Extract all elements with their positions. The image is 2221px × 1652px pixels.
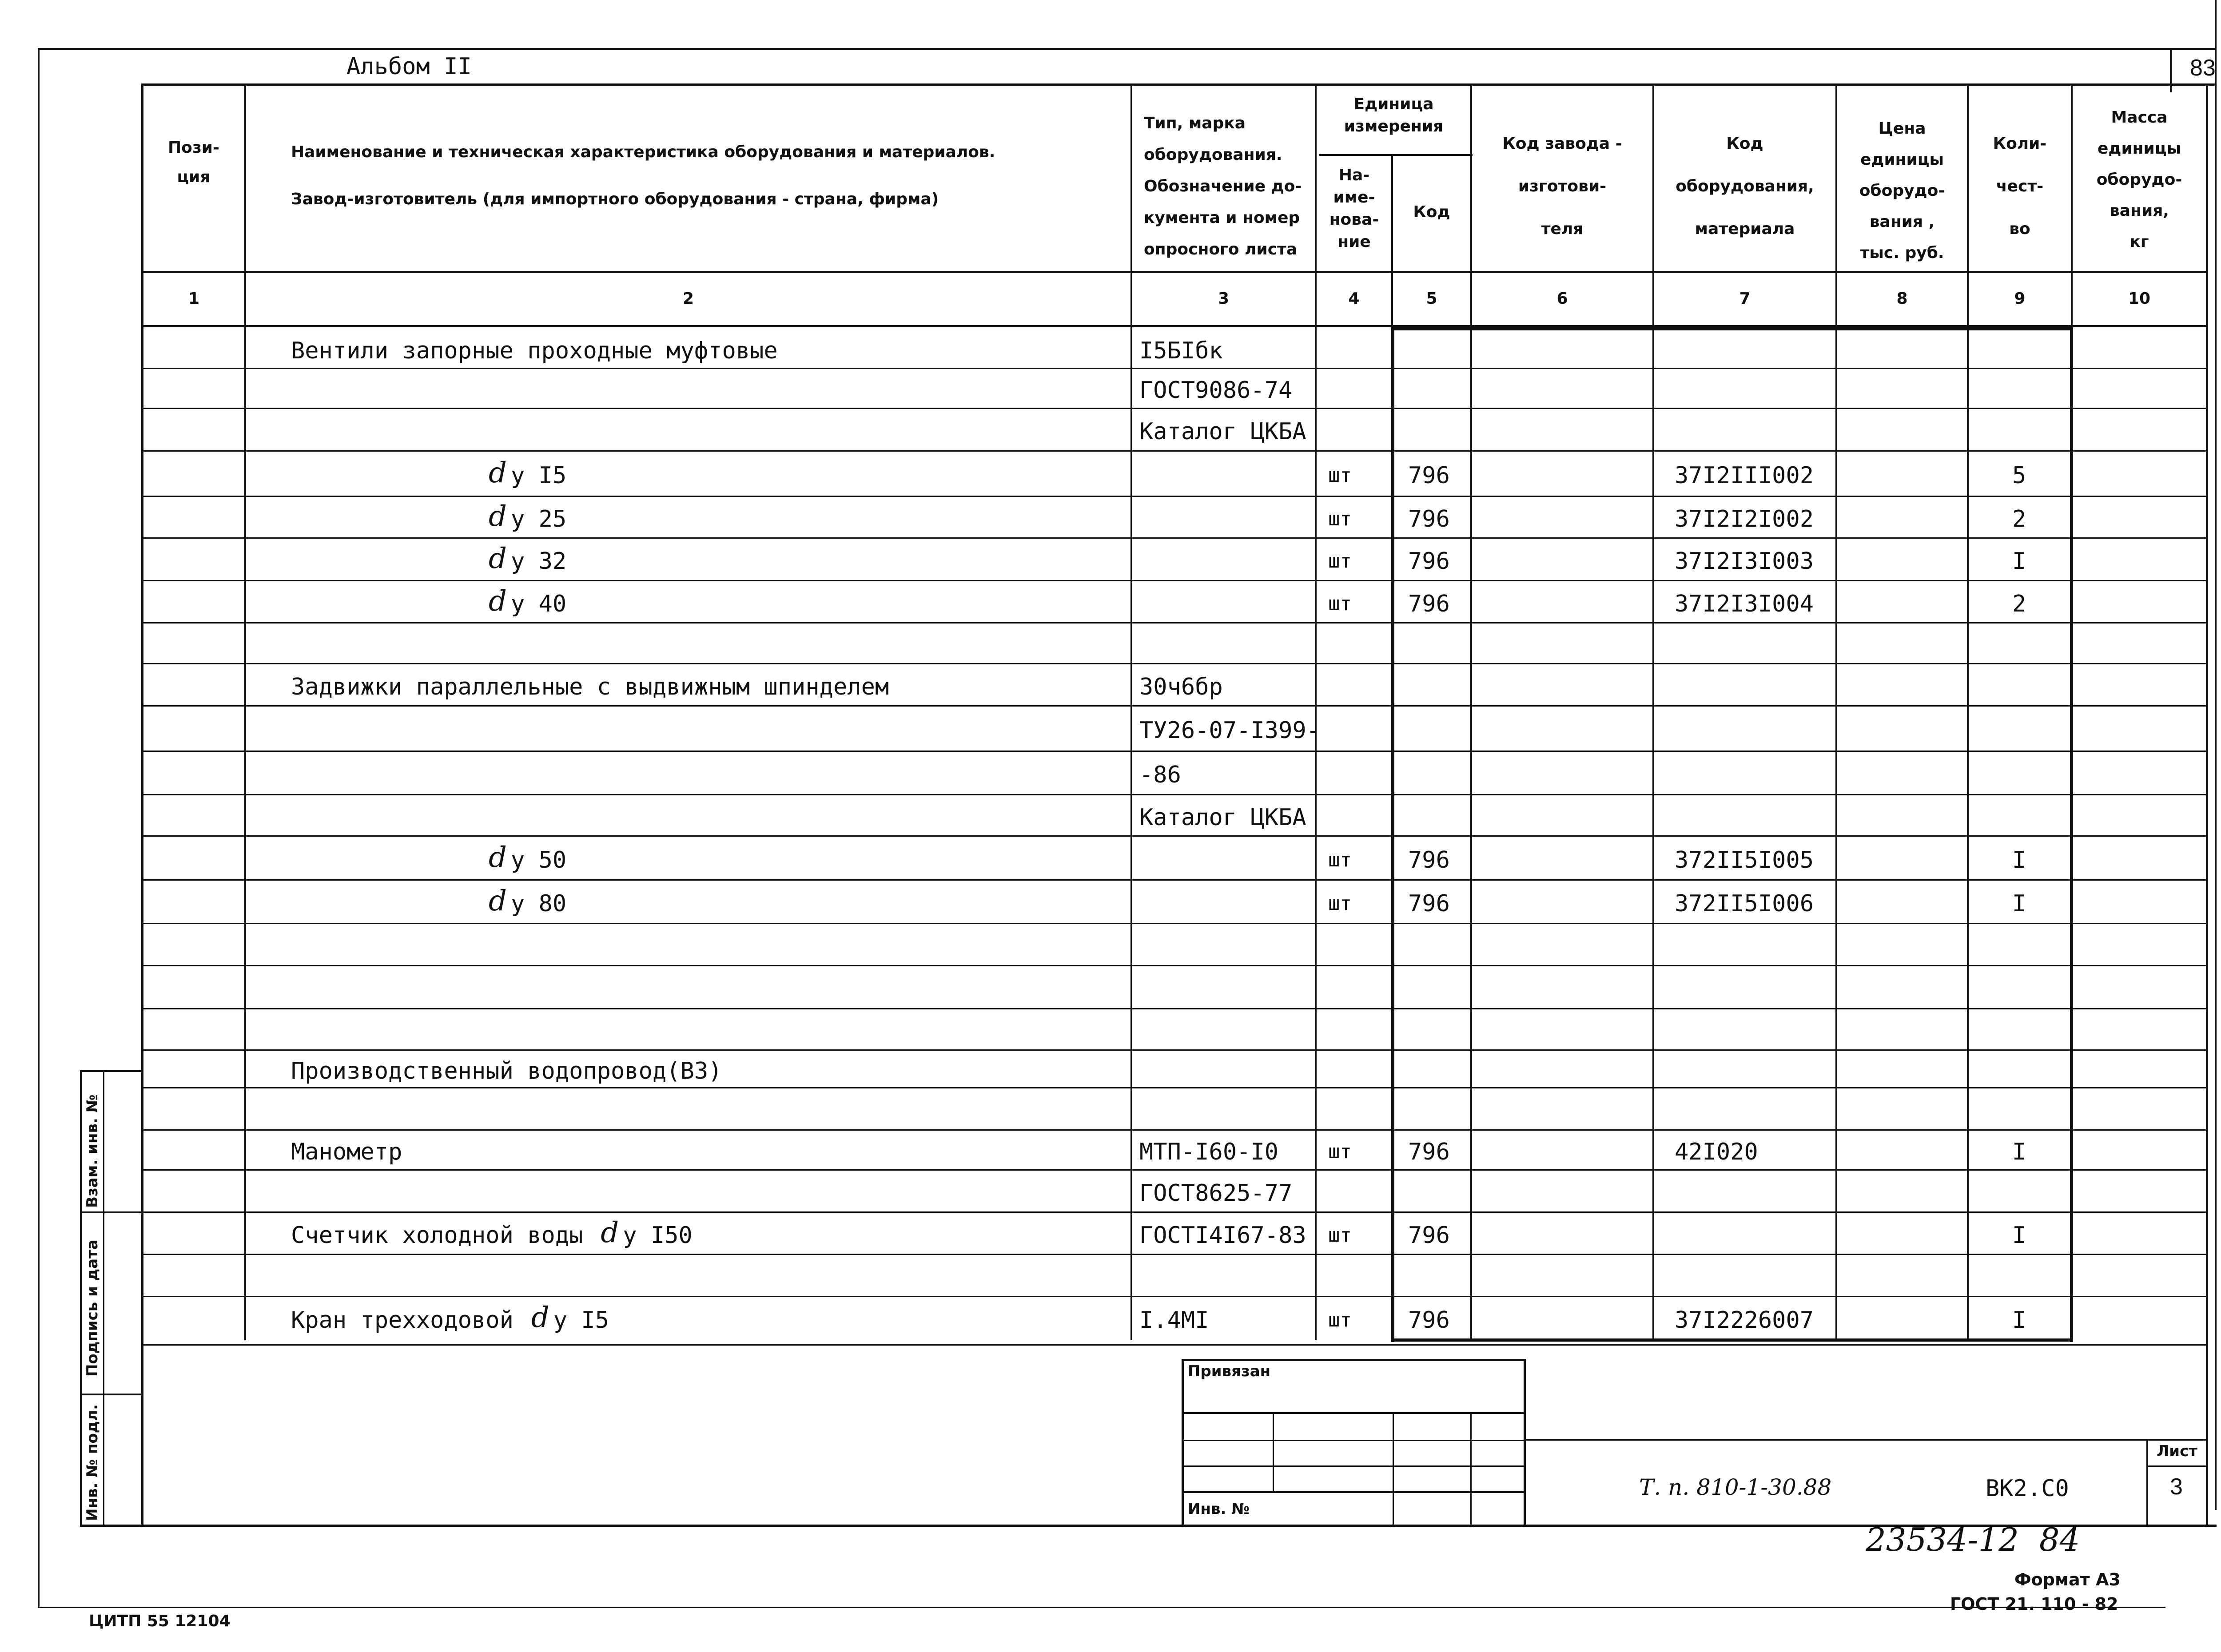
- unit-code: 796: [1408, 1139, 1450, 1165]
- col-mass-header: Масса единицы оборудо- вания, кг: [2096, 108, 2182, 251]
- item-name: Счетчик холодной воды: [291, 1222, 583, 1249]
- quantity: I: [2012, 846, 2026, 874]
- col-type-header: Тип, марка оборудования. Обозначение до- кумента и номер опросного листа: [1144, 114, 1302, 258]
- unit-code: 796: [1408, 548, 1450, 575]
- row-divider: [141, 835, 2207, 837]
- row-divider: [141, 1211, 2207, 1213]
- col-equip-code-header: Код оборудования, материала: [1676, 135, 1814, 238]
- quantity: 2: [2012, 590, 2026, 617]
- dn-value: у I5: [511, 462, 567, 489]
- col-unit-code-header: Код: [1413, 203, 1450, 221]
- gost-label: ГОСТ 21. 110 - 82: [1950, 1594, 2118, 1614]
- item-type: Каталог ЦКБА: [1139, 418, 1306, 445]
- quantity: I: [2012, 548, 2026, 575]
- row-divider: [141, 408, 2207, 409]
- dn-symbol: d: [531, 1301, 549, 1334]
- col-num-2: 2: [682, 290, 694, 308]
- equipment-code: 42I020: [1675, 1139, 1758, 1165]
- stamp-inv-podl: Инв. № подл.: [84, 1404, 101, 1521]
- row-divider: [141, 1254, 2207, 1255]
- quantity: I: [2012, 1307, 2026, 1334]
- page-number: 83: [2190, 55, 2216, 81]
- col-name-header: Наименование и техническая характеристика оборудования и материалов. Завод-изготовитель (для импортного оборудования - страна, фирма): [291, 143, 995, 208]
- unit-code: 796: [1408, 462, 1450, 489]
- col-num-3: 3: [1218, 290, 1230, 308]
- row-divider: [141, 1129, 2207, 1131]
- frame-left: [38, 48, 40, 1607]
- stamp-privyazan: Привязан: [1188, 1362, 1271, 1380]
- row-divider: [141, 1049, 2207, 1051]
- unit-name: шт: [1328, 848, 1352, 871]
- col-num-7: 7: [1739, 290, 1751, 308]
- unit-name: шт: [1328, 1223, 1352, 1247]
- dn-symbol: d: [601, 1216, 619, 1249]
- dn-value: у 25: [511, 506, 567, 532]
- row-divider: [141, 879, 2207, 881]
- stamp-doc: ВК2.С0: [1986, 1475, 2069, 1502]
- col-num-5: 5: [1426, 290, 1437, 308]
- col-num-8: 8: [1896, 290, 1908, 308]
- dn-value: у 80: [511, 890, 567, 917]
- table-top: [141, 83, 2215, 86]
- dn-value: у 50: [511, 846, 567, 874]
- equipment-code: 372II5I006: [1675, 890, 1814, 917]
- stamp-podpis-data: Подпись и дата: [84, 1239, 101, 1377]
- item-name: Задвижки параллельные с выдвижным шпинделем: [291, 673, 889, 700]
- row-divider: [141, 965, 2207, 966]
- row-divider: [141, 705, 2207, 707]
- row-divider: [141, 794, 2207, 795]
- item-type: ГОСТI4I67-83: [1139, 1222, 1306, 1249]
- citp-label: ЦИТП 55 12104: [89, 1612, 231, 1630]
- dn-symbol: d: [489, 457, 507, 489]
- col-unit-name-header: На- име- нова- ние: [1329, 166, 1379, 251]
- dn-symbol: d: [489, 885, 507, 917]
- row-divider: [141, 1008, 2207, 1009]
- frame-right: [2215, 0, 2217, 1510]
- quantity: I: [2012, 1139, 2026, 1165]
- item-name: Вентили запорные проходные муфтовые: [291, 338, 778, 364]
- item-type: 30ч6бр: [1139, 673, 1223, 700]
- dn-symbol: d: [489, 542, 507, 575]
- col-num-10: 10: [2128, 290, 2151, 308]
- frame-bottom-outer: [38, 1607, 2165, 1608]
- equipment-code: 372II5I005: [1675, 846, 1814, 874]
- item-type: Каталог ЦКБА: [1139, 804, 1306, 831]
- row-divider: [141, 580, 2207, 581]
- row-divider: [141, 751, 2207, 752]
- equipment-code: 37I2III002: [1675, 462, 1814, 489]
- row-divider: [141, 1296, 2207, 1297]
- unit-code: 796: [1408, 506, 1450, 532]
- handwritten-number: 23534-12 84: [1866, 1521, 2080, 1558]
- col-num-9: 9: [2014, 290, 2026, 308]
- item-type: ГОСТ9086-74: [1139, 377, 1293, 404]
- stamp-inv-no: Инв. №: [1188, 1500, 1250, 1518]
- quantity: 5: [2012, 462, 2026, 489]
- unit-code: 796: [1408, 1222, 1450, 1249]
- item-type: I.4MI: [1139, 1307, 1209, 1334]
- dn-symbol: d: [489, 841, 507, 874]
- col-unit-group-header: Единица измерения: [1344, 95, 1444, 135]
- col-price-header: Цена единицы оборудо- вания , тыс. руб.: [1859, 119, 1945, 262]
- item-name: Производственный водопровод(В3): [291, 1057, 722, 1084]
- unit-name: шт: [1328, 464, 1352, 487]
- dn-symbol: d: [489, 584, 507, 618]
- stamp-sheet-no: 3: [2170, 1474, 2183, 1500]
- row-divider: [141, 1087, 2207, 1088]
- item-type: ТУ26-07-I399-: [1139, 717, 1320, 744]
- item-type: ГОСТ8625-77: [1139, 1179, 1293, 1207]
- unit-code: 796: [1408, 890, 1450, 917]
- stamp-vzam-inv: Взам. инв. №: [84, 1094, 101, 1208]
- col-qty-header: Коли- чест- во: [1993, 135, 2047, 238]
- dn-symbol: d: [489, 500, 507, 533]
- col-num-6: 6: [1556, 290, 1568, 308]
- equipment-code: 37I2I3I004: [1675, 590, 1814, 617]
- quantity: I: [2012, 1222, 2026, 1249]
- unit-name: шт: [1328, 592, 1352, 615]
- format-label: Формат А3: [2014, 1570, 2121, 1589]
- dn-value: у 32: [511, 548, 567, 575]
- item-type: -86: [1139, 762, 1181, 788]
- unit-code: 796: [1408, 590, 1450, 617]
- col-factory-code-header: Код завода - изготови- теля: [1502, 135, 1622, 238]
- quantity: 2: [2012, 506, 2026, 532]
- equipment-code: 37I2I3I003: [1675, 548, 1814, 575]
- row-divider: [141, 537, 2207, 539]
- col-num-1: 1: [188, 290, 200, 308]
- row-divider: [141, 622, 2207, 623]
- dn-value: у I5: [553, 1307, 609, 1334]
- album-title: Альбом II: [346, 53, 472, 80]
- unit-name: шт: [1328, 1140, 1352, 1163]
- row-divider: [141, 1169, 2207, 1171]
- unit-name: шт: [1328, 1309, 1352, 1331]
- row-divider: [141, 368, 2207, 369]
- unit-code: 796: [1408, 1307, 1450, 1334]
- unit-name: шт: [1328, 892, 1352, 915]
- unit-code: 796: [1408, 846, 1450, 874]
- unit-name: шт: [1328, 550, 1352, 572]
- row-divider: [141, 923, 2207, 924]
- dn-value: у 40: [511, 590, 567, 617]
- unit-name: шт: [1328, 508, 1352, 530]
- stamp-sheet-label: Лист: [2157, 1442, 2197, 1460]
- item-name: Кран трехходовой: [291, 1307, 513, 1334]
- col-num-4: 4: [1348, 290, 1360, 308]
- item-type: МТП-I60-I0: [1139, 1139, 1279, 1165]
- quantity: I: [2012, 890, 2026, 917]
- stamp-tp: Т. п. 810-1-30.88: [1639, 1474, 1832, 1500]
- item-name: Манометр: [291, 1139, 402, 1165]
- equipment-code: 37I2I2I002: [1675, 506, 1814, 532]
- dn-value: у I50: [623, 1222, 693, 1249]
- row-divider: [141, 663, 2207, 664]
- item-type: I5БIбк: [1139, 338, 1223, 364]
- row-divider: [141, 496, 2207, 497]
- row-divider: [141, 450, 2207, 452]
- col-pos-header: Пози- ция: [168, 139, 219, 186]
- equipment-code: 37I2226007: [1675, 1307, 1814, 1334]
